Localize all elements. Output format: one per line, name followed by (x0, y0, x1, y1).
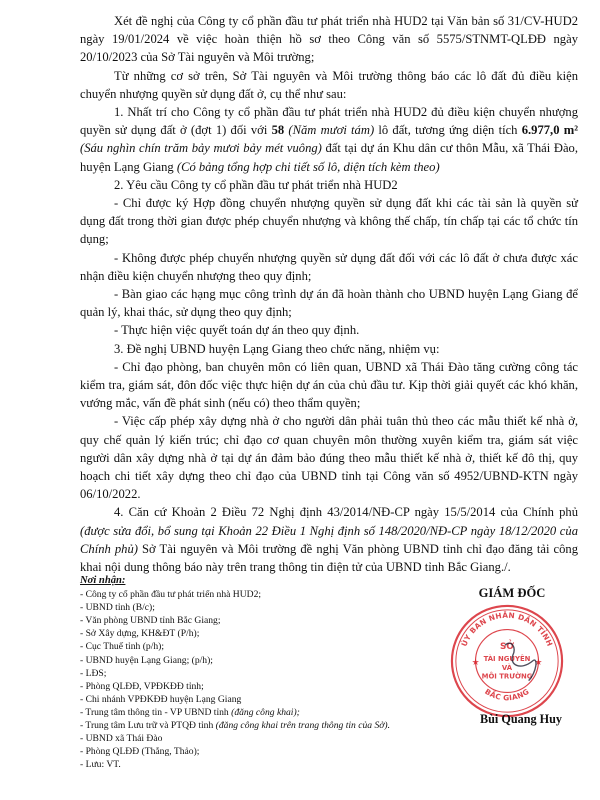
paragraph-item-2b: - Không được phép chuyển nhượng quyền sử dụng đất đối với các lô đất ở chưa được xác nhận điều kiện chuyển nhượng theo quy định; (80, 250, 578, 283)
recipient-item: - UBND tỉnh (B/c); (80, 602, 155, 614)
recipient-item: - Phòng QLĐĐ, VPĐKĐĐ tỉnh; (80, 680, 204, 692)
recipient-item: - Công ty cổ phần đầu tư phát triển nhà HUD2; (80, 589, 262, 601)
paragraph-item-2c: - Bàn giao các hạng mục công trình dự án đã hoàn thành cho UBND huyện Lạng Giang để quản lý, khai thác, sử dụng theo quy định; (80, 287, 578, 320)
paragraph-consideration: Xét đề nghị của Công ty cổ phần đầu tư phát triển nhà HUD2 tại Văn bản số 31/CV-HUD2 ngày 19/01/2024 về việc hoàn thiện hồ sơ theo Công văn số 5575/STNMT-QLĐĐ ngày 20/10/2023 của Sở Tài nguyên và Môi trường; (80, 14, 578, 65)
signer-name: Bùi Quang Huy (480, 712, 562, 726)
paragraph-item-3a: - Chỉ đạo phòng, ban chuyên môn có liên quan, UBND xã Thái Đào tăng cường công tác kiểm tra, giám sát, đôn đốc việc thực hiện dự án của chủ đầu tư. Kịp thời giải quyết các khó khăn, vướng mắc, vấn đề phát sinh (nếu có) theo thẩm quyền; (80, 359, 578, 411)
recipient-item: - LĐS; (80, 667, 107, 679)
official-seal-stamp (448, 602, 566, 720)
svg-text:★: ★ (534, 657, 543, 668)
svg-text:MÔI TRƯỜNG: MÔI TRƯỜNG (481, 672, 533, 681)
svg-text:★: ★ (471, 657, 480, 668)
svg-text:VÀ: VÀ (501, 663, 513, 672)
area-value: 6.977,0 m² (521, 123, 578, 138)
svg-text:TÀI NGUYÊN: TÀI NGUYÊN (483, 655, 531, 663)
paragraph-item-2a: - Chỉ được ký Hợp đồng chuyển nhượng quyền sử dụng đất khi các tài sản là quyền sử dụng đất trong thời gian được phép chuyển nhượng và không thế chấp, tín chấp tại các tổ chức tín dụng; (80, 196, 578, 247)
recipient-item: - UBND xã Thái Đào (80, 733, 163, 745)
recipients-header: Nơi nhận: (80, 575, 126, 586)
recipient-item: - UBND huyện Lạng Giang; (p/h); (80, 654, 213, 666)
recipient-item: - Trung tâm thông tin - VP UBND tỉnh (đăng công khai); (80, 706, 300, 718)
svg-text:SỞ: SỞ (499, 642, 515, 653)
paragraph-announcement: Từ những cơ sở trên, Sở Tài nguyên và Môi trường thông báo các lô đất đủ điều kiện chuyển nhượng quyền sử dụng đất ở, cụ thể như sau: (80, 68, 578, 101)
paragraph-item-1: 1. Nhất trí cho Công ty cổ phần đầu tư phát triển nhà HUD2 đủ điều kiện chuyển nhượng quyền sử dụng đất ở (đợt 1) đối với 58 (Năm mươi tám) lô đất, tương ứng diện tích 6.977,0 m² (Sáu nghìn chín trăm bảy mươi bảy mét vuông) đất tại dự án Khu dân cư thôn Mẫu, xã Thái Đào, huyện Lạng Giang (Có bảng tổng hợp chi tiết số lô, diện tích kèm theo) (80, 105, 579, 174)
svg-text:ỦY BAN NHÂN DÂN TỈNH: ỦY BAN NHÂN DÂN TỈNH (459, 610, 555, 648)
lot-count: 58 (271, 123, 285, 138)
paragraph-item-3b: - Việc cấp phép xây dựng nhà ở cho người dân phải tuân thủ theo các mẫu thiết kế nhà ở, quy chế quản lý kiến trúc; chỉ đạo cơ quan chuyên môn thường xuyên kiểm tra, giám sát việc người dân xây dựng nhà ở tại dự án đảm bảo đúng theo mẫu thiết kế nhà ở, thiết kế đô thị, quy hoạch chi tiết xây dựng theo chỉ đạo của UBND tỉnh tại Công văn số 4952/UBND-KTN ngày 06/10/2022. (80, 414, 578, 502)
paragraph-item-2d: - Thực hiện việc quyết toán dự án theo quy định. (114, 323, 360, 338)
recipient-item: - Trung tâm Lưu trữ và PTQĐ tỉnh (đăng công khai trên trang thông tin của Sở). (80, 720, 390, 732)
svg-text:BẮC GIANG: BẮC GIANG (483, 686, 531, 703)
recipients-list (80, 574, 390, 771)
recipient-item: - Chi nhánh VPĐKĐĐ huyện Lạng Giang (80, 693, 242, 705)
recipient-item: - Cục Thuế tỉnh (p/h); (80, 641, 165, 653)
signature-block (420, 586, 580, 726)
paragraph-item-4: 4. Căn cứ Khoản 2 Điều 72 Nghị định 43/2014/NĐ-CP ngày 15/5/2014 của Chính phủ (được sửa đổi, bổ sung tại Khoản 22 Điều 1 Nghị định số 148/2020/NĐ-CP ngày 18/12/2020 của Chính phủ) Sở Tài nguyên và Môi trường đề nghị Văn phòng UBND tỉnh chỉ đạo đăng tải công khai nội dung thông báo này trên trang thông tin điện tử của UBND tỉnh Bắc Giang./. (80, 505, 578, 575)
paragraph-item-2: 2. Yêu cầu Công ty cổ phần đầu tư phát triển nhà HUD2 (114, 177, 398, 192)
letter-body (80, 12, 578, 576)
recipient-item: - Lưu: VT. (80, 759, 121, 771)
recipient-item: - Phòng QLĐĐ (Thắng, Thảo); (80, 746, 200, 758)
recipient-item: - Văn phòng UBND tỉnh Bắc Giang; (80, 615, 221, 627)
signer-title: GIÁM ĐỐC (478, 586, 546, 600)
recipients-items (80, 588, 390, 771)
recipient-item: - Sở Xây dựng, KH&ĐT (P/h); (80, 628, 200, 640)
paragraph-item-3: 3. Đề nghị UBND huyện Lạng Giang theo chức năng, nhiệm vụ: (114, 341, 440, 356)
